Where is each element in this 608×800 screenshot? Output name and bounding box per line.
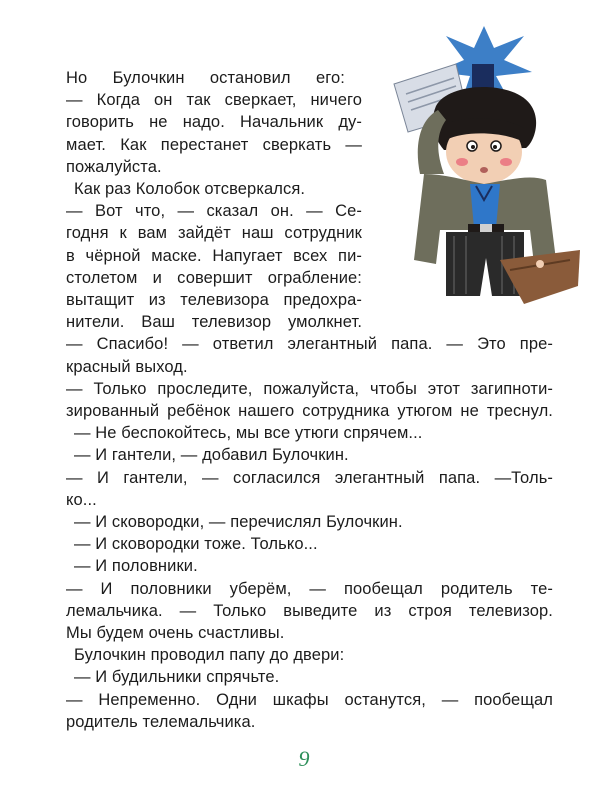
text-line: столетом и совершит ограбление: (66, 268, 362, 287)
text-line: Но Булочкин остановил его: (66, 69, 345, 87)
text-line: лемальчика. — Только выведите из строя телевизор. (66, 601, 553, 620)
text-line: Как раз Колобок отсверкался. (74, 180, 306, 198)
text-line: — И гантели, — согласился элегантный папа. —Толь- (66, 468, 553, 487)
text-line: пожалуйста. (66, 157, 162, 176)
text-line: Мы будем очень счастливы. (66, 624, 285, 642)
text-line: — И половники уберём, — пообещал родитель те- (66, 579, 553, 598)
text-line: — И будильники спрячьте. (74, 668, 280, 687)
text-line: — И сковородки тоже. Только... (74, 535, 318, 554)
text-line: — И половники. (74, 557, 198, 576)
text-line: говорить не надо. Начальник ду- (66, 113, 362, 132)
text-line: ко... (66, 490, 97, 509)
text-line: зированный ребёнок нашего сотрудника утюгом не треснул. (66, 402, 553, 420)
text-line: годня к вам зайдёт наш сотрудник (66, 224, 362, 243)
text-line: — И гантели, — добавил Булочкин. (74, 446, 349, 465)
text-line: в чёрной маске. Напугает всех пи- (66, 246, 362, 265)
text-line: нители. Ваш телевизор умолкнет. (66, 313, 362, 332)
text-line: — Только проследите, пожалуйста, чтобы этот загипноти- (66, 379, 553, 398)
text-line: — Когда он так сверкает, ничего (66, 91, 362, 110)
text-line: — Непременно. Одни шкафы останутся, — пообещал (66, 690, 553, 709)
text-line: — Вот что, — сказал он. — Се- (66, 202, 362, 221)
text-line: — Не беспокойтесь, мы все утюги спрячем... (74, 424, 423, 443)
text-line: — И сковородки, — перечислял Булочкин. (74, 513, 403, 531)
text-line: — Спасибо! — ответил элегантный папа. — Это пре- (66, 335, 553, 354)
text-line: вытащит из телевизора предохра- (66, 291, 362, 309)
text-line: родитель телемальчика. (66, 712, 256, 731)
text-line: Булочкин проводил папу до двери: (74, 646, 345, 665)
text-line: красный выход. (66, 357, 188, 376)
page-number: 9 (298, 746, 310, 771)
text-line: мает. Как перестанет сверкать — (66, 135, 362, 154)
